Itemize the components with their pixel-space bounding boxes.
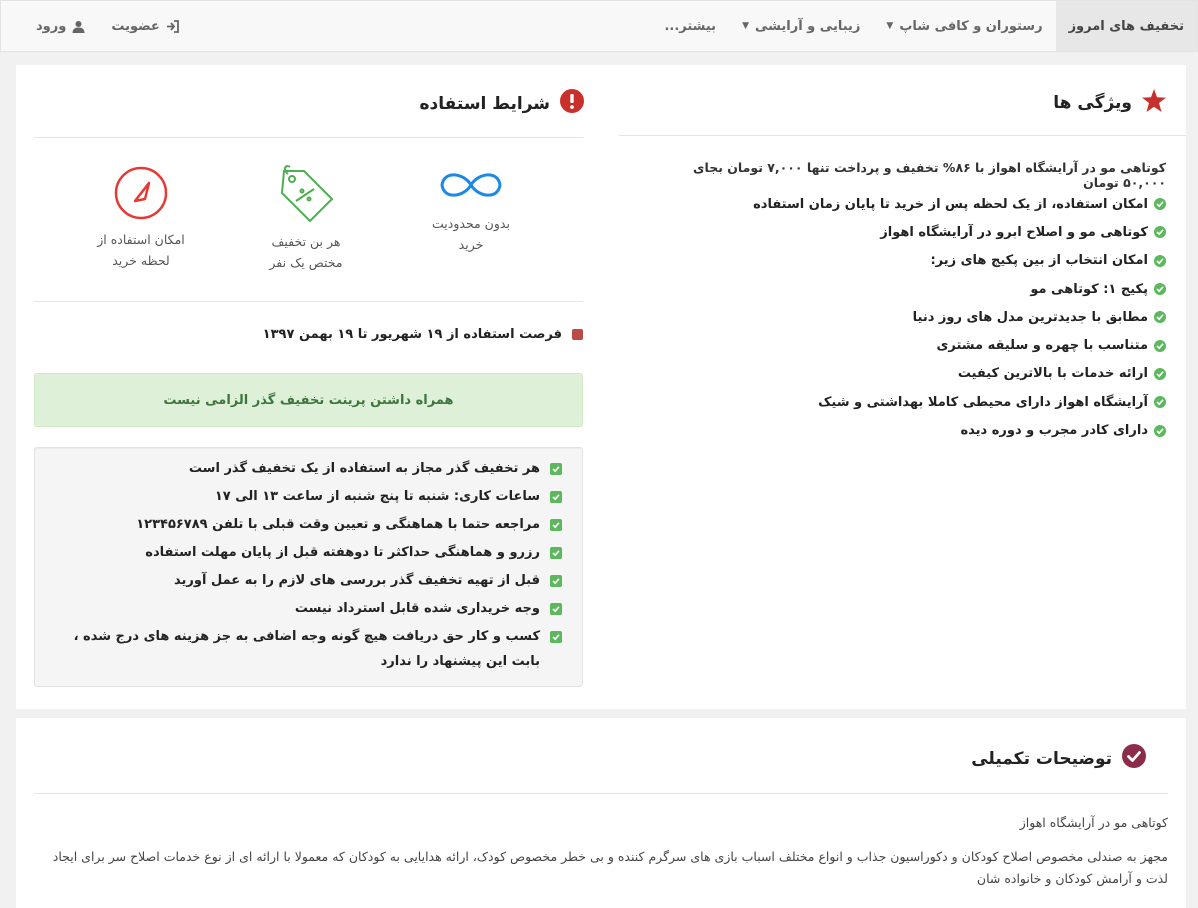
feature-item bbox=[646, 190, 1166, 218]
rule-item bbox=[55, 540, 562, 565]
feature-item-text: ارائه خدمات با بالاترین کیفیت bbox=[957, 366, 1148, 382]
immediate-use-feature bbox=[71, 165, 211, 271]
rule-item-text: وجه خریداری شده قابل استرداد نیست bbox=[294, 601, 540, 616]
feature-item-text: امکان انتخاب از بین پکیج های زیر: bbox=[930, 253, 1148, 269]
feature-item bbox=[646, 331, 1166, 359]
unlimited-purchase-feature bbox=[401, 165, 541, 255]
feature-label-line2: لحظه خرید bbox=[112, 253, 170, 268]
divider bbox=[34, 301, 583, 302]
check-icon bbox=[1154, 226, 1166, 238]
nav-item-more[interactable] bbox=[651, 1, 729, 51]
square-bullet-icon bbox=[572, 329, 583, 340]
divider bbox=[34, 793, 1168, 794]
rule-item-text: رزرو و هماهنگی حداکثر تا دوهفته قبل از پایان مهلت استفاده bbox=[145, 545, 540, 560]
usage-period bbox=[263, 327, 583, 342]
rule-item-text: مراجعه حتما با هماهنگی و تعیین وقت قبلی با تلفن ۱۲۳۴۵۶۷۸۹ bbox=[136, 517, 540, 532]
feature-item bbox=[646, 416, 1166, 444]
check-icon bbox=[1154, 340, 1166, 352]
feature-label-line1: امکان استفاده از bbox=[97, 232, 185, 247]
divider bbox=[619, 135, 1186, 136]
feature-label-line1: هر بن تخفیف bbox=[271, 234, 341, 249]
nav-item-label: رستوران و کافی شاپ bbox=[899, 18, 1043, 34]
feature-label-line2: مختص یک نفر bbox=[269, 255, 343, 270]
nav-account bbox=[1, 1, 193, 51]
infinity-icon bbox=[401, 165, 541, 205]
feature-item bbox=[646, 247, 1166, 275]
feature-item bbox=[646, 360, 1166, 388]
features-title: ویژگی ها bbox=[1053, 93, 1132, 113]
check-square-icon bbox=[550, 547, 562, 559]
nav-item-restaurants[interactable] bbox=[873, 1, 1055, 51]
print-notice-text: همراه داشتن پرینت تخفیف گذر الزامی نیست bbox=[163, 392, 454, 408]
check-icon bbox=[1154, 425, 1166, 437]
check-circle-icon bbox=[1122, 744, 1146, 773]
check-icon bbox=[1154, 283, 1166, 295]
rule-item bbox=[55, 568, 562, 593]
user-icon bbox=[72, 20, 85, 33]
check-square-icon bbox=[550, 463, 562, 475]
feature-item-text: دارای کادر مجرب و دوره دیده bbox=[960, 423, 1148, 439]
rule-item bbox=[55, 596, 562, 621]
extra-line-1: کوتاهی مو در آرایشگاه اهواز bbox=[1019, 815, 1168, 830]
extra-line-2: مجهز به صندلی مخصوص اصلاح کودکان و دکوراسیون جذاب و انواع مختلف اسباب بازی های سرگرم کننده و بی خطر مخصوص کودک، ارائه هدایایی به کودکان که معمولا با ارائه ای از نوع خدمات اصلاح سر برای ایجاد لذت و آرامش کودکان و خانواده شان bbox=[52, 849, 1168, 886]
compass-icon bbox=[71, 165, 211, 221]
check-icon bbox=[1154, 198, 1166, 210]
nav-item-today-deals[interactable] bbox=[1056, 1, 1197, 51]
print-notice-alert bbox=[34, 373, 583, 427]
check-square-icon bbox=[550, 491, 562, 503]
register-label: عضویت bbox=[111, 18, 160, 34]
terms-heading bbox=[420, 89, 585, 118]
feature-item bbox=[646, 218, 1166, 246]
terms-icons-row bbox=[71, 165, 541, 275]
rule-item bbox=[55, 624, 562, 674]
check-square-icon bbox=[550, 603, 562, 615]
caret-down-icon: ▼ bbox=[886, 21, 894, 31]
extra-description-panel bbox=[16, 718, 1186, 908]
check-icon bbox=[1154, 368, 1166, 380]
nav-item-beauty[interactable] bbox=[729, 1, 873, 51]
usage-period-text: فرصت استفاده از ۱۹ شهریور تا ۱۹ بهمن ۱۳۹۷ bbox=[262, 327, 562, 342]
feature-item-text: مطابق با جدیدترین مدل های روز دنیا bbox=[912, 309, 1148, 325]
features-heading bbox=[1053, 89, 1166, 117]
feature-item bbox=[646, 303, 1166, 331]
terms-title: شرایط استفاده bbox=[419, 93, 550, 114]
rules-well bbox=[34, 447, 583, 687]
feature-item-text: کوتاهی مو و اصلاح ابرو در آرایشگاه اهواز bbox=[880, 224, 1148, 240]
rule-item bbox=[55, 484, 562, 509]
nav-item-label: زیبایی و آرایشی bbox=[755, 18, 861, 34]
check-icon bbox=[1154, 311, 1166, 323]
register-link[interactable] bbox=[98, 1, 192, 51]
feature-label-line1: بدون محدودیت bbox=[432, 216, 510, 231]
feature-item-text: متناسب با چهره و سلیقه مشتری bbox=[936, 338, 1148, 354]
check-square-icon bbox=[550, 519, 562, 531]
deal-details-panel bbox=[16, 65, 1186, 709]
feature-item-text: امکان استفاده، از یک لحظه پس از خرید تا پایان زمان استفاده bbox=[753, 196, 1148, 212]
feature-item-text: پکیج ۱: کوتاهی مو bbox=[1030, 281, 1148, 297]
feature-item-text: آرایشگاه اهواز دارای محیطی کاملا بهداشتی و شیک bbox=[818, 394, 1148, 410]
caret-down-icon: ▼ bbox=[742, 21, 749, 31]
feature-item bbox=[646, 275, 1166, 303]
features-list bbox=[646, 190, 1166, 445]
rule-item-text: قبل از تهیه تخفیف گذر بررسی های لازم را به عمل آورید bbox=[174, 573, 540, 588]
per-person-voucher-feature bbox=[236, 165, 376, 273]
login-label: ورود bbox=[36, 18, 67, 34]
extra-heading bbox=[971, 744, 1146, 773]
check-square-icon bbox=[550, 575, 562, 587]
nav-item-label: بیشتر... bbox=[664, 18, 717, 34]
check-icon bbox=[1154, 396, 1166, 408]
rule-item bbox=[55, 456, 562, 481]
divider bbox=[34, 137, 583, 138]
star-icon bbox=[1142, 89, 1166, 117]
tag-icon bbox=[236, 165, 376, 223]
feature-item bbox=[646, 388, 1166, 416]
extra-title: توضیحات تکمیلی bbox=[971, 748, 1112, 769]
rule-item-text: ساعات کاری: شنبه تا پنج شنبه از ساعت ۱۳ الی ۱۷ bbox=[214, 489, 540, 504]
nav-menu bbox=[651, 1, 1197, 51]
check-square-icon bbox=[550, 631, 562, 643]
feature-label-line2: خرید bbox=[458, 237, 484, 252]
login-link[interactable] bbox=[23, 1, 98, 51]
exclamation-circle-icon bbox=[560, 89, 584, 118]
rule-item-text: هر تخفیف گذر مجاز به استفاده از یک تخفیف گذر است bbox=[188, 461, 540, 476]
rule-item-text: کسب و کار حق دریافت هیچ گونه وجه اضافی به جز هزینه های درج شده ، بابت این پیشنهاد را ندارد bbox=[73, 629, 540, 669]
rules-list bbox=[35, 448, 582, 674]
nav-item-label: تخفیف های امروز bbox=[1068, 18, 1184, 34]
rule-item bbox=[55, 512, 562, 537]
top-navbar bbox=[0, 0, 1198, 52]
sign-in-icon bbox=[166, 20, 180, 33]
features-intro: کوتاهی مو در آرایشگاه اهواز با ۸۶% تخفیف و پرداخت تنها ۷,۰۰۰ تومان بجای ۵۰,۰۰۰ تومان bbox=[693, 160, 1166, 190]
check-icon bbox=[1154, 255, 1166, 267]
